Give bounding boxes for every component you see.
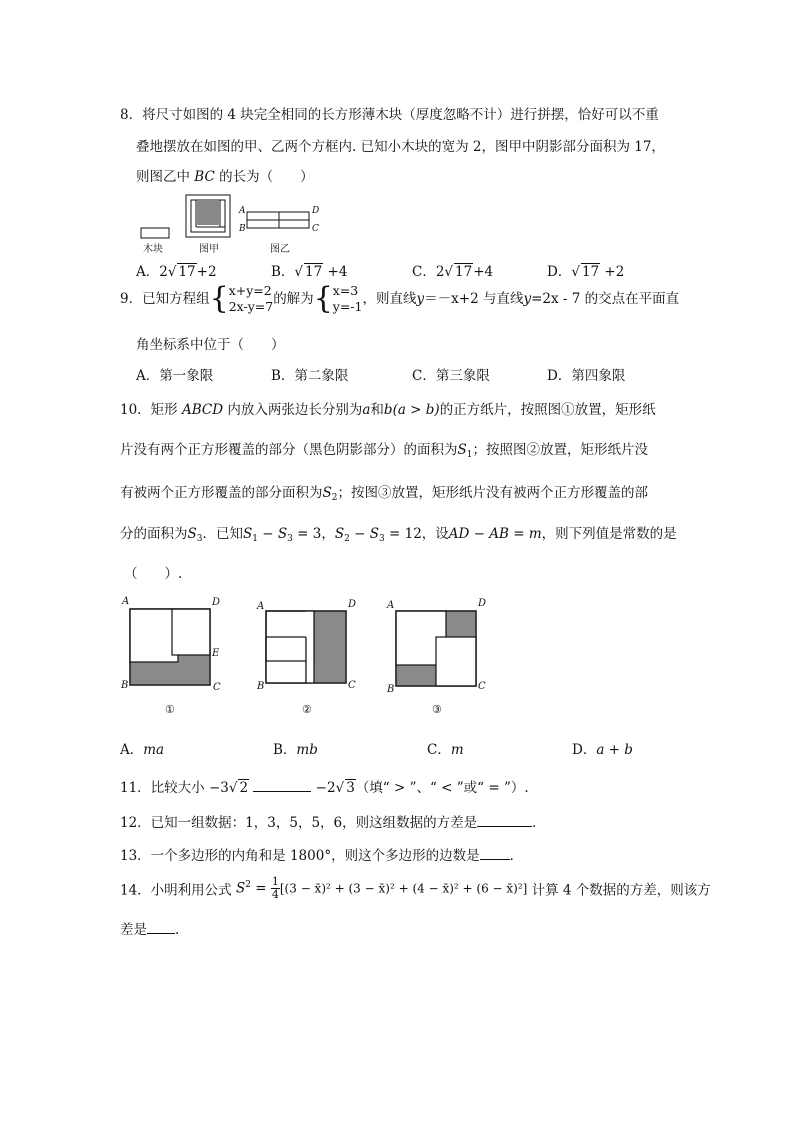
q14-line2: 差是 . — [120, 922, 180, 938]
q9-option-b[interactable]: B．第二象限 — [271, 368, 349, 384]
q8-label-yi: 图乙 — [270, 244, 290, 255]
q10-option-d[interactable]: D．a + b — [572, 742, 633, 758]
q9-option-d[interactable]: D．第四象限 — [547, 368, 626, 384]
q13-answer-blank[interactable] — [480, 847, 510, 860]
q9-option-c[interactable]: C．第三象限 — [412, 368, 490, 384]
q10-f1-C: C — [213, 682, 221, 693]
q10-line1: 10．矩形 ABCD 内放入两张边长分别为a和b(a > b)的正方纸片，按照图①放置，矩形纸 — [120, 402, 656, 418]
q10-f3-B: B — [387, 684, 395, 695]
q14-line1: 14．小明利用公式 $S^2$ = $\frac{1}{4}$ [(3 − x̄)² + (3 − x̄)² + (4 − x̄)² + (6 − x̄)²] 计算 4 个数据的方差，则该方 — [120, 875, 711, 901]
q10-f1-E: E — [212, 648, 220, 659]
q10-line2: 片没有两个正方形覆盖的部分（黑色阴影部分）的面积为$S_1$；按照图②放置，矩形纸片没 — [120, 442, 648, 460]
q9-line1: 9．已知方程组{x+y=2 2x-y=7的解为{x=3 y=-1，则直线y＝－x+2 与直线y=2x - 7 的交点在平面直 — [120, 281, 680, 316]
q10-line4: 分的面积为$S_3$．已知$S_1 - S_3 = 3$，$S_2 - S_3 = 12$，设AD − AB = m，则下列值是常数的是 — [120, 526, 677, 544]
q8-line1: 8．将尺寸如图的 4 块完全相同的长方形薄木块（厚度忽略不计）进行拼摆，恰好可以不重 — [120, 107, 659, 123]
q11-line: 11．比较大小 −3√ 2 −2√ 3（填“ > ”、“ < ”或“ = ”）. — [120, 780, 529, 796]
q8-option-c[interactable]: C．2√ 17+4 — [412, 264, 494, 280]
q10-f3-A: A — [387, 600, 395, 611]
q10-line3: 有被两个正方形覆盖的部分面积为$S_2$；按图③放置，矩形纸片没有被两个正方形覆盖的部 — [120, 485, 648, 503]
q8-line3: 则图乙中 BC 的长为（ ） — [136, 169, 314, 185]
q8-label-A: A — [239, 206, 246, 216]
q12-line: 12．已知一组数据：1，3，5，5，6，则这组数据的方差是 ． — [120, 815, 546, 831]
q8-option-b[interactable]: B．√ 17 +4 — [271, 264, 348, 280]
q8-label-jia: 图甲 — [199, 244, 219, 255]
q8-option-a[interactable]: A．2√ 17+2 — [136, 264, 217, 280]
q8-label-D: D — [312, 206, 320, 216]
q8-line2: 叠地摆放在如图的甲、乙两个方框内. 已知小木块的宽为 2，图甲中阴影部分面积为 17， — [136, 139, 665, 155]
q10-f1-D: D — [212, 597, 221, 608]
q10-fig3-caption: ③ — [432, 703, 442, 716]
q10-f3-D: D — [478, 598, 487, 609]
q10-f3-C: C — [478, 681, 486, 692]
q10-f1-A: A — [122, 596, 130, 607]
q8-label-C: C — [312, 224, 319, 234]
q10-fig1-caption: ① — [165, 703, 175, 716]
q10-option-b[interactable]: B．mb — [273, 742, 318, 758]
q8-option-d[interactable]: D．√ 17 +2 — [547, 264, 625, 280]
q8-label-block: 木块 — [143, 244, 163, 255]
q10-f2-C: C — [348, 680, 356, 691]
q9-line2: 角坐标系中位于（ ） — [136, 337, 285, 353]
q9-option-a[interactable]: A．第一象限 — [136, 368, 214, 384]
q10-option-a[interactable]: A．ma — [120, 742, 165, 758]
q13-line: 13．一个多边形的内角和是 1800°，则这个多边形的边数是 ． — [120, 848, 524, 864]
q10-f2-D: D — [348, 599, 357, 610]
q10-f2-A: A — [257, 601, 265, 612]
q10-f1-B: B — [121, 680, 129, 691]
q10-line5: （ ）. — [124, 566, 183, 582]
q8-label-B: B — [239, 224, 246, 234]
q11-answer-blank[interactable] — [253, 779, 311, 792]
q14-answer-blank[interactable] — [147, 921, 175, 934]
q10-option-c[interactable]: C．m — [427, 742, 464, 758]
q10-f2-B: B — [257, 681, 265, 692]
q12-answer-blank[interactable] — [477, 814, 532, 827]
q10-fig2-caption: ② — [302, 703, 312, 716]
